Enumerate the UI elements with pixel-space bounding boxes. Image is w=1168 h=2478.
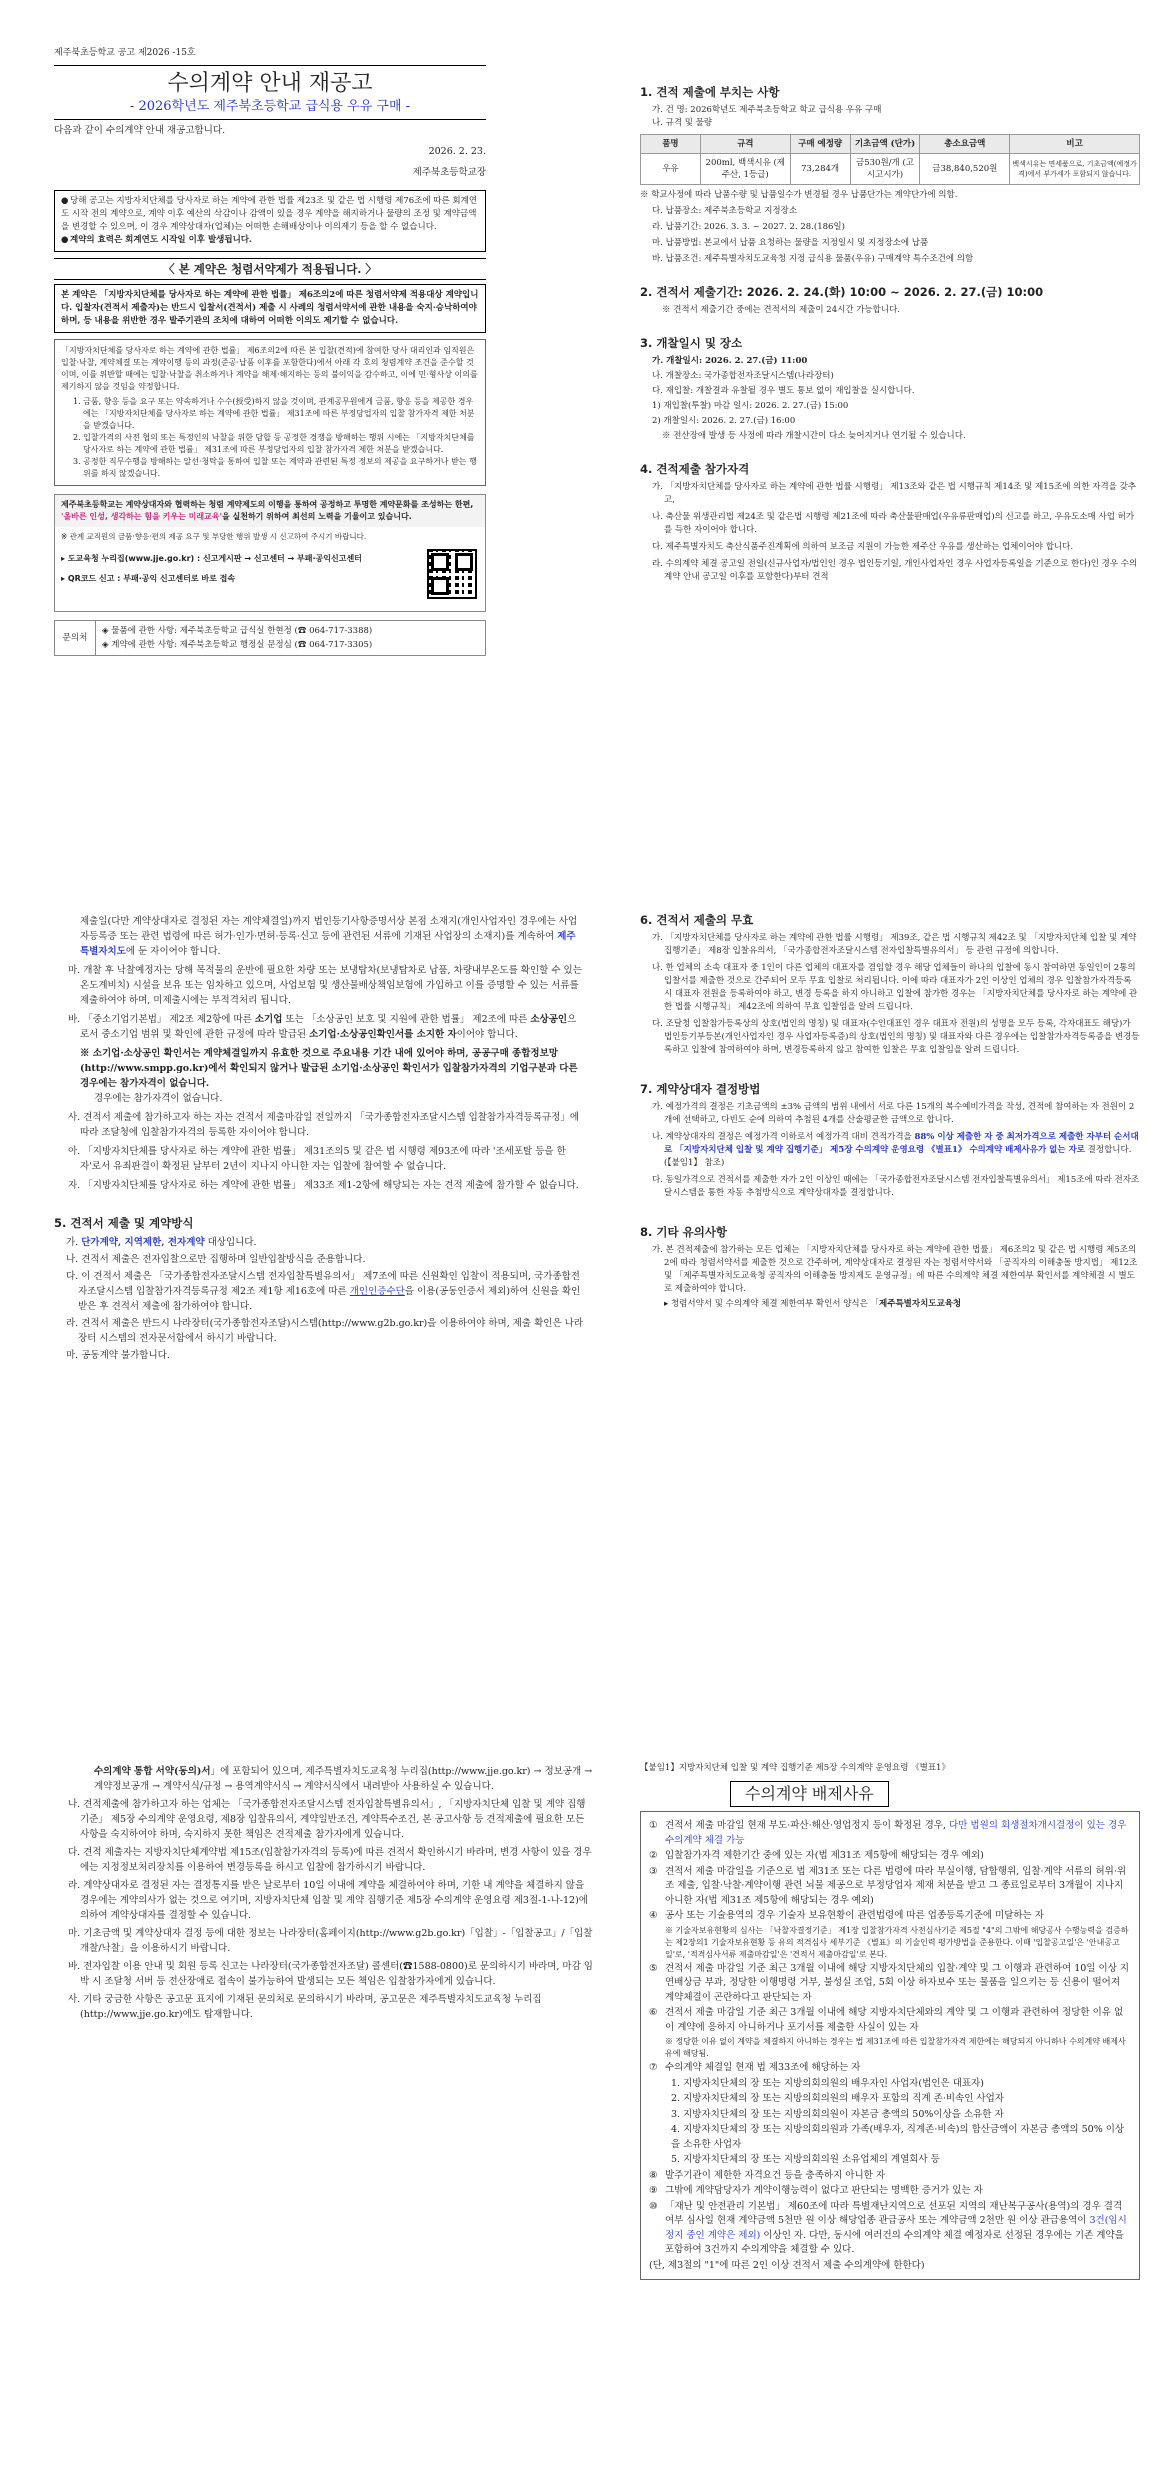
- exclusion-item: [649, 2123, 1131, 2152]
- s8-continued: 수의계약 통합 서약(동의)서」에 포함되어 있으며, 제주특별자치도교육청 누리집(http://www.jje.go.kr) → 정보공개 → 계약정보공개 → 계약서식/규정 → 용역계약서식 → 계약서식에서 내려받아 사용하실 수 있습니다.: [94, 1766, 593, 1792]
- s8-item-a: 가. 본 견적제출에 참가하는 모든 업체는 「지방자치단체를 당사자로 하는 계약에 관한 법률」 제6조의2 및 같은 법 시행령 제5조의2에 따라 청렴서약서를 제출한 것으로 간주하며, 계약상대자로 결정된 자는 청렴서약서와 「공직자의 이해충돌 방지법」 제12조 및 「제주특별자치도교육청 공직자의 이해충돌 방지제도 운영규정」에 따른 수의계약 체결 제한여부 확인서를 계약체결 시 별도로 제출하여야 합니다.: [652, 1245, 1138, 1294]
- exclusion-title: 수의계약 배제사유: [730, 1781, 889, 1807]
- page2-right: [640, 900, 1140, 1580]
- s4-note-smes: ※ 소기업·소상공인 확인서는 계약체결일까지 유효한 것으로 주요내용 기간 내에 있어야 하며, 공공구매 종합정보망(http://www.smpp.go.kr)에서 확인되지 않거나 발급된 소기업·소상공인 확인서가 입찰참가자격의 기업구분과 다른 경우에는 참가자격이 없습니다.: [80, 1048, 578, 1089]
- exclusion-item-text: [671, 2108, 1004, 2123]
- integrity-body: 「지방자치단체를 당사자로 하는 계약에 관한 법률」 제6조의2에 따른 본 입찰(견적)에 참여한 당사 대리인과 임직원은 입찰·낙찰, 계약체결 또는 계약이행 등의 과정(준공·납품 이후를 포함한다)에서 아래 각 호의 청렴계약 조건을 준수할 것이며, 이를 위반할 때에는 입찰·낙찰을 취소하거나 계약을 해제·해지하는 등의 불이익을 감수하고, 이에 민·형사상 이의를 제기하지 않을 것임을 약정합니다.: [61, 346, 478, 391]
- page3-left: [54, 1750, 594, 2210]
- integrity-bold-box: 본 계약은 「지방자치단체를 당사자로 하는 계약에 관한 법률」 제6조의2에 따른 청렴서약제 적용대상 계약입니다. 입찰자(견적서 제출자)는 반드시 입찰서(견적서) 제출 시 사례의 청렴서약서에 관한 내용을 숙지·승낙하여야 하며, 등 내용을 위반한 경우 발주기관의 조치에 대하여 어떠한 이의도 제기할 수 없습니다.: [54, 284, 486, 333]
- exclusion-item: [649, 2036, 1131, 2060]
- exclusion-item: [649, 2108, 1131, 2123]
- s1-item-e: 마. 납품방법: 본교에서 납품 요청하는 물량을 지정일시 및 지정장소에 납품: [652, 238, 929, 248]
- s4-item-ba: 바. 「중소기업기본법」 제2조 제2항에 따른 소기업 또는 「소상공인 보호 및 지원에 관한 법률」 제2조에 따른 소상공인으로서 중소기업 범위 및 확인에 관한 규정에 따라 발급된 소기업·소상공인확인서를 소지한 자이어야 합니다.: [68, 1014, 577, 1040]
- fiscal-notice-2: ● 계약의 효력은 회계연도 시작일 이후 발생됩니다.: [61, 235, 252, 245]
- section-3-heading: 3. 개찰일시 및 장소: [640, 336, 743, 350]
- section-5-heading: 5. 견적서 제출 및 계약방식: [54, 1216, 194, 1230]
- page1-left: [54, 46, 486, 816]
- exclusion-item: [649, 2153, 1131, 2168]
- s7-item-b: 나. 계약상대자의 결정은 예정가격 이하로서 예정가격 대비 견적가격을 88% 이상 제출한 자 중 최저가격으로 제출한 자부터 순서대로 「지방자치단체 입찰 및 계약 집행기준」 제5장 수의계약 운영요령 《별표1》 수의계약 배제사유가 없는 자로 결정합니다. (【붙임1】 참조): [652, 1132, 1139, 1168]
- exclusion-item-body: 그밖에 계약담당자가 계약이행능력이 없다고 판단되는 명백한 증거가 있는 자: [665, 2185, 983, 2196]
- s4-item-b: 나. 축산물 위생관리법 제24조 및 같은법 시행령 제21조에 따라 축산물판매업(우유류판매업)의 신고를 하고, 우유도소매 사업 허가를 득한 자이어야 합니다.: [652, 512, 1135, 535]
- section-7-heading: 7. 계약상대자 결정방법: [640, 1082, 761, 1096]
- s3-item-a: 가. 개찰일시: 2026. 2. 27.(금) 11:00: [652, 356, 808, 366]
- exclusion-item-text: [665, 1909, 1044, 1924]
- exclusion-item: [649, 2200, 1131, 2258]
- integrity-pledge-box: [54, 339, 486, 486]
- exclusion-item-highlight: 다만 법원의 회생절차개시결정이 있는 경우 수의계약 체결 가능: [665, 1820, 1127, 1846]
- s4-continued: 제출일(다만 계약상대자로 결정된 자는 계약체결일)까지 법인등기사항증명서상 본점 소재지(개인사업자인 경우에는 사업자등록증 또는 관련 법령에 따른 허가·인가·면허·등록·신고 등에 관련된 서류에 기재된 사업장의 소재지)를 계속하여 제주특별자치도에 둔 자이어야 합니다.: [80, 916, 578, 957]
- s1-item-b: 나. 규격 및 물량: [652, 118, 713, 128]
- exclusion-item-body: 견적서 제출 마감일 기준 최근 3개월 이내에 해당 지방자치단체의 입찰·계약 및 그 이행과 관련하여 10일 이상 지연배상금 부과, 정당한 이행명령 거부, 불성실 조업, 5회 이상 하자보수 또는 물품을 일으키는 등 신용이 떨어져 계약체결이 곤란하다고 판단되는 자: [665, 1962, 1130, 2003]
- exclusion-item-body: 수의계약 체결일 현재 법 제33조에 해당하는 자: [665, 2062, 861, 2073]
- exclusion-item-body: ※ 기술자보유현황의 심사는 「낙찰자결정기준」 제1장 입찰참가자격 사전심사기준 제5절 "4"의 그밖에 해당공사 수행능력을 검증하는 제2장의1 기술자보유현황 등 유의 적격심사 세부기준 《별표》의 기술인력 평가방법을 준용한다. 이때 '입찰공고일'은 '안내공고일'로, '적격심사서류 제출마감일'은 '견적서 제출마감일'로 본다.: [665, 1925, 1129, 1959]
- exclusion-item-body: ※ 정당한 이유 없이 계약을 체결하지 아니하는 경우는 법 제31조에 따른 입찰참가자격 제한에는 해당되지 아니하나 수의계약 배제사유에 해당됨.: [665, 2037, 1126, 2058]
- exclusion-item-text: [665, 2200, 1131, 2258]
- page-title: 수의계약 안내 재공고: [167, 71, 373, 96]
- exclusion-item: [649, 2259, 1131, 2274]
- exclusion-item-text: [665, 1849, 984, 1864]
- s8-item-da: 다. 견적 제출자는 지방자치단체계약법 제15조(입찰참가자격의 등록)에 따른 견적서 확인하시기 바라며, 변경 사항이 있을 경우에는 지정정보처리장치를 이용하여 변경등록을 하시고 입찰에 참가하시기 바랍니다.: [68, 1847, 592, 1873]
- exclusion-item-body: 입찰참가자격 제한기간 중에 있는 자(법 제31조 제5항에 해당되는 경우 예외): [665, 1850, 984, 1861]
- exclusion-item-number: ⑤: [649, 1962, 658, 1974]
- contact-contract: ◈ 계약에 관한 사항: 제주북초등학교 행정실 문정심 (☎ 064-717-3305): [102, 640, 373, 650]
- s1-item-f: 바. 납품조건: 제주특별자치도교육청 지정 급식용 물품(우유) 구매계약 특수조건에 의함: [652, 254, 974, 264]
- s5-item-b: 나. 견적서 제출은 전자입찰으로만 집행하며 일반입찰방식을 준용합니다.: [66, 1254, 366, 1265]
- exclusion-item-tail: 이상인 자. 다만, 동시에 여러건의 수의계약 체결 예정자로 선정된 경우에는 기존 계약을 포함하여 3건까지 수의계약을 체결할 수 있다.: [665, 2229, 1124, 2255]
- notice-date: 2026. 2. 23.: [428, 146, 486, 157]
- section-2-heading: 2. 견적서 제출기간: 2026. 2. 24.(화) 10:00 ~ 2026. 2. 27.(금) 10:00: [640, 285, 1044, 299]
- exclusion-item-body: 공사 또는 기술용역의 경우 기술자 보유현황이 관련법령에 따른 업종등록기준에 미달하는 자: [665, 1910, 1044, 1921]
- exclusion-item-body: 5. 지방자치단체의 장 또는 지방의회의원 소유업체의 계열회사 등: [671, 2154, 940, 2165]
- s6-item-c: 다. 조달청 입찰참가등록상의 상호(법인의 명칭) 및 대표자(수인대표인 경우 대표자 전원)의 성명을 모두 등록, 각자대표도 해당)가 법인등기부등본(개인사업자인 경우 사업자등록증)의 상호(법인의 명칭) 및 대표자와 다른 경우에는 입찰참가자격등록증을 변경등록하고 입찰에 참여하여야 하며, 변경등록하지 않고 참여한 입찰은 무효 입찰임을 알려 드립니다.: [652, 1019, 1140, 1055]
- exclusion-item: [649, 1925, 1131, 1961]
- integrity-item-2: 2. 입찰가격의 사전 협의 또는 특정인의 낙찰을 위한 담합 등 공정한 경쟁을 방해하는 행위 시에는 「지방자치단체를 당사자로 하는 계약에 관한 법률」 제31조에 따른 부정당업자의 입찰 참가자격 제한 처분을 받겠습니다.: [73, 433, 475, 454]
- exclusion-item-text: [665, 2169, 885, 2184]
- exclusion-item-text: [665, 1925, 1131, 1961]
- exclusion-item: [649, 2006, 1131, 2035]
- integrity-item-1: 1. 금품, 향응 등을 요구 또는 약속하거나 수수(授受)하지 않을 것이며, 관계공무원에게 금품, 향응 등을 제공한 경우에는 「지방자치단체를 당사자로 하는 계약에 관한 법률」 제31조에 따른 부정당업자의 입찰 참가자격 제한 처분을 받겠습니다.: [73, 397, 475, 430]
- fiscal-notice-box: [54, 190, 486, 252]
- report-qr: ▸ QR코드 신고 : 부패·공익 신고센터로 바로 접속: [61, 574, 236, 583]
- report-website[interactable]: ▸ 도교육청 누리집(www.jje.go.kr) : 신고게시판 → 신고센터 → 부패·공익신고센터: [61, 554, 362, 563]
- page1-right: [640, 76, 1140, 816]
- triangle-bullet-icon: ▸: [61, 574, 68, 583]
- exclusion-item-text: [671, 2153, 940, 2168]
- exclusion-item: [649, 2169, 1131, 2184]
- exclusion-item-number: ⑥: [649, 2007, 658, 2018]
- s2-note: ※ 견적서 제출기간 중에는 견적서의 제출이 24시간 가능합니다.: [662, 305, 900, 315]
- s7-item-c: 다. 동일가격으로 견적서를 제출한 자가 2인 이상인 때에는 「국가종합전자조달시스템 전자입찰특별유의서」 제15조에 따라 전자조달시스템을 통한 자동 추첨방식으로 계약상대자를 결정합니다.: [652, 1175, 1140, 1198]
- exclusion-item-number: ⑦: [649, 2062, 658, 2073]
- s5-item-c: 다. 이 견적서 제출은 「국가종합전자조달시스템 전자입찰특별유의서」 제7조에 따른 신원확인 입찰이 적용되며, 국가종합전자조달시스템 입찰참가자격등록규정 제2조 제1항 제16호에 따른 개인인증수단을 이용(공동인증서 제외)하여 신원을 확인받은 후 견적서 제출에 참가하여야 합니다.: [66, 1271, 581, 1312]
- exclusion-item-text: [665, 1962, 1131, 2006]
- exclusion-item-body: 견적서 제출 마감일을 기준으로 법 제31조 또는 다른 법령에 따라 부실이행, 담합행위, 입찰·계약 서류의 허위·위조 제출, 입찰·낙찰·계약이행 관련 뇌물 제공으로 부정당업자 제재 처분을 받고 그 종료일로부터 3개월이 지나지 아니한 자(법 제31조 제5항에 해당되는 경우 예외): [665, 1865, 1127, 1906]
- issuer: 제주북초등학교장: [412, 167, 486, 178]
- s3-item-c: 다. 재입찰: 개찰결과 유찰될 경우 별도 통보 없이 재입찰을 실시합니다.: [652, 386, 915, 396]
- s5-item-a: 가. 단가계약, 지역제한, 전자계약 대상입니다.: [66, 1237, 257, 1248]
- exclusion-item-text: [671, 2092, 1004, 2107]
- exclusion-item-body: 4. 지방자치단체의 장 또는 지방의회의원과 가족(배우자, 직계존·비속)의 합산금액이 자본금 총액의 50% 이상을 소유한 사업자: [671, 2124, 1125, 2150]
- s8-note: ▸ 청렴서약서 및 수의계약 체결 제한여부 확인서 양식은 「제주특별자치도교육청: [664, 1299, 962, 1309]
- s4-item-c: 다. 제주특별자치도 축산식품주진계획에 의하여 보조금 지원이 가능한 제주산 우유를 생산하는 업체이어야 합니다.: [652, 542, 1074, 552]
- intro-text: 다음과 같이 수의계약 안내 재공고합니다.: [54, 125, 226, 136]
- spec-table-row: 우유 200ml, 백색시유 (제주산, 1등급) 73,284개 금530원/개 (고시고시가) 금38,840,520원 백색시유는 면세품으로, 기초금액(예정가격)에서 부가세가 포함되지 않습니다.: [641, 154, 1140, 185]
- section-4-heading: 4. 견적제출 참가자격: [640, 462, 750, 476]
- exclusion-item-body: 3. 지방자치단체의 장 또는 지방의회의원이 자본금 총액의 50%이상을 소유한 자: [671, 2108, 1004, 2120]
- exclusion-item-body: 발주기관이 제한한 자격요건 등을 충족하지 아니한 자: [665, 2169, 886, 2181]
- exclusion-item-number: ②: [649, 1850, 658, 1861]
- s3-item-c1: 1) 재입찰(투찰) 마감 일시: 2026. 2. 27.(금) 15:00: [652, 401, 849, 411]
- page-subtitle: - 2026학년도 제주북초등학교 급식용 우유 구매 -: [129, 99, 411, 114]
- s4-item-ah: 아. 「지방자치단체를 당사자로 하는 계약에 관한 법률」 제31조의5 및 같은 법 시행령 제93조에 따라 '조세포탈 등을 한 자'로서 유죄판결이 확정된 날부터 2년이 지나지 아니한 자는 입찰에 참여할 수 없습니다.: [68, 1146, 566, 1172]
- contact-box: [54, 620, 486, 656]
- s4-item-ja: 자. 「지방자치단체를 당사자로 하는 계약에 관한 법률」 제33조 제1-2항에 해당되는 자는 견적 제출에 참가할 수 없습니다.: [68, 1180, 579, 1191]
- exclusion-item-text: [665, 2036, 1131, 2060]
- diamond-bullet-icon: ◈: [102, 626, 112, 636]
- s4-item-a: 가. 「지방자치단체를 당사자로 하는 계약에 관한 법률 시행령」 제13조와 같은 법 시행규칙 제14조 및 제15조에 의한 자격을 갖추고,: [652, 482, 1137, 505]
- promo-box: [54, 494, 486, 612]
- s1-item-c: 다. 납품장소: 제주북초등학교 지정장소: [652, 206, 798, 216]
- exclusion-item-text: [649, 2259, 925, 2274]
- exclusion-item: [649, 1909, 1131, 1924]
- exclusion-item-number: ⑨: [649, 2185, 658, 2196]
- section-1-heading: 1. 견적 제출에 부치는 사항: [640, 85, 780, 99]
- exclusion-item-body: 견적서 제출 마감일 기준 최근 3개월 이내에 해당 지방자치단체와의 계약 및 그 이행과 관련하여 정당한 이유 없이 계약에 응하지 아니하거나 포기서를 제출한 사실이 있는 자: [665, 2007, 1124, 2033]
- exclusion-item: [649, 2184, 1131, 2199]
- exclusion-item: [649, 1819, 1131, 1848]
- section-8-heading: 8. 기타 유의사항: [640, 1225, 728, 1239]
- s1-item-a: 가. 건 명: 2026학년도 제주북초등학교 학교 급식용 우유 구매: [652, 105, 882, 115]
- triangle-bullet-icon: ▸: [61, 554, 68, 563]
- s3-note: ※ 전산장애 발생 등 사정에 따라 개찰시간이 다소 늦어지거나 연기될 수 있습니다.: [662, 431, 966, 441]
- exclusion-item: [649, 1849, 1131, 1864]
- s1-note: ※ 학교사정에 따라 납품수량 및 납품일수가 변경될 경우 납품단가는 계약단가에 의함.: [640, 190, 958, 200]
- exclusion-list: [640, 1811, 1140, 2280]
- exclusion-item-text: [671, 2123, 1131, 2152]
- section-6-heading: 6. 견적서 제출의 무효: [640, 913, 754, 927]
- exclusion-item: [649, 2092, 1131, 2107]
- s3-item-c2: 2) 개찰일시: 2026. 2. 27.(금) 16:00: [652, 416, 796, 426]
- s1-item-d: 라. 납품기간: 2026. 3. 3. ~ 2027. 2. 28.(186일): [652, 222, 845, 232]
- exclusion-item-body: (단, 제3절의 "1"에 따른 2인 이상 견적서 제출 수의계약에 한한다): [649, 2259, 925, 2271]
- exclusion-item-number: ⑧: [649, 2169, 658, 2181]
- exclusion-item-text: [671, 2077, 984, 2092]
- s8-item-ma: 마. 기초금액 및 계약상대자 결정 등에 대한 정보는 나라장터(홈페이지(http://www.g2b.go.kr)「입찰」-「입찰공고」/「입찰개찰/낙찰」을 이용하시기 바랍니다.: [68, 1928, 593, 1954]
- exclusion-item-number: ③: [649, 1865, 658, 1877]
- page2-left: [54, 900, 584, 1580]
- exclusion-item-body: 2. 지방자치단체의 장 또는 지방의회의원의 배우자 포함의 직계 존·비속인 사업자: [671, 2093, 1004, 2104]
- exclusion-item: [649, 2061, 1131, 2076]
- s8-item-ba: 바. 전자입찰 이용 안내 및 회원 등록 신고는 나라장터(국가종합전자조달) 콜센터(☎1588-0800)로 문의하시기 바라며, 마감 임박 시 조달청 서버 등 전산장애로 접속이 불가능하여 발생되는 모든 책임은 입찰참가자에게 있습니다.: [68, 1961, 593, 1987]
- s8-item-na: 나. 견적제출에 참가하고자 하는 업체는 「국가종합전자조달시스템 전자입찰특별유의서」, 「지방자치단체 입찰 및 계약 집행기준」 제5장 수의계약 운영요령, 제8장 입찰유의서, 계약일반조건, 계약특수조건, 본 공고사항 등 견적제출에 필요한 모든 사항을 숙지하여야 하며, 숙지하지 못한 책임은 견적제출 참가자에게 있습니다.: [68, 1799, 586, 1840]
- contact-label: 문의처: [55, 621, 96, 655]
- attachment-label: 【붙임1】지방자치단체 입찰 및 계약 집행기준 제5장 수의계약 운영요령 《별표1》: [640, 1763, 950, 1773]
- spec-table: [640, 134, 1140, 185]
- exclusion-item-text: [665, 2061, 860, 2076]
- exclusion-item: [649, 1962, 1131, 2006]
- exclusion-item-text: [665, 2184, 983, 2199]
- exclusion-item-body: 「재난 및 안전관리 기본법」 제60조에 따라 특별재난지역으로 선포된 지역의 재난복구공사(용역)의 경우 결격여부 심사일 현재 계약금액 5천만 원 이상 해당업종 관급공사 또는 계약금액 2천만 원 이상 관급용역이: [665, 2200, 1123, 2226]
- exclusion-item-highlight: 3건(임시 정지 중인 계약은 제외): [665, 2215, 1127, 2241]
- exclusion-item-text: [665, 2006, 1131, 2035]
- page3-right: [640, 1750, 1140, 2450]
- diamond-bullet-icon: ◈: [102, 640, 112, 650]
- integrity-title: 〈 본 계약은 청렴서약제가 적용됩니다. 〉: [54, 258, 486, 280]
- s4-item-d: 라. 수의계약 체결 공고일 전일(신규사업자/법인인 경우 법인등기일, 개인사업자인 경우 사업자등록일을 기준으로 한다)인 경우 수의계약 안내 공고일 이후를 포함한다)부터 견적: [652, 559, 1138, 582]
- s6-item-b: 나. 한 업체의 소속 대표자 중 1인이 다른 업체의 대표자를 겸임할 경우 해당 업체들이 하나의 입찰에 동시 참여하면 동일인이 2통의 입찰서를 제출한 것으로 간주되어 모두 무효 입찰로 처리됩니다. 이에 따라 대표자가 2인 이상인 업체의 경우 입찰참가자격등록 시 대표자 전원을 등록하여야 하고, 변경 등록을 하지 아니하고 입찰에 참가한 경우는 「지방자치단체를 당사자로 하는 계약에 관한 법률 시행규칙」 제42조에 의하여 무효 입찰임을 알려 드립니다.: [652, 963, 1138, 1012]
- exclusion-item-number: ⑩: [649, 2200, 658, 2212]
- notice-number: 제주북초등학교 공고 제2026 -15호: [54, 48, 196, 58]
- promo-report-note: ※ 관계 교직원의 금품·향응·편의 제공 요구 및 부당한 행위 발생 시 신고하여 주시기 바랍니다.: [61, 532, 367, 541]
- title-block: [54, 65, 486, 120]
- exclusion-item-text: [665, 1865, 1131, 1909]
- exclusion-item-number: ①: [649, 1820, 658, 1831]
- s5-item-e: 마. 공동계약 불가합니다.: [66, 1350, 170, 1361]
- exclusion-item-body: 1. 지방자치단체의 장 또는 지방의회의원의 배우자인 사업자(법인은 대표자): [671, 2077, 984, 2089]
- spec-table-header: 품명 규격 구매 예정량 기초금액 (단가) 총소요금액 비고: [641, 135, 1140, 154]
- s7-item-a: 가. 예정가격의 결정은 기초금액의 ±3% 금액의 범위 내에서 서로 다른 15개의 복수예비가격을 작성, 견적에 참여하는 자 전원이 2개에 선택하고, 다빈도 순에 의하여 추첨된 4개를 산술평균한 금액으로 합니다.: [652, 1102, 1135, 1125]
- s4-item-sa: 사. 견적서 제출에 참가하고자 하는 자는 견적서 제출마감일 전일까지 「국가종합전자조달시스템 입찰참가자격등록규정」에 따라 조달청에 입찰참가자격의 등록한 자이어야 합니다.: [68, 1112, 580, 1138]
- s8-item-sa: 사. 기타 궁금한 사항은 공고문 표지에 기재된 문의처로 문의하시기 바라며, 공고문은 제주특별자치도교육청 누리집(http://www.jje.go.kr)에도 탑재합니다.: [68, 1994, 542, 2020]
- s4-note-tail: 경우에는 참가자격이 없습니다.: [94, 1093, 223, 1104]
- exclusion-item-body: 견적서 제출 마감일 현재 부도·파산·해산·영업정지 등이 확정된 경우,: [665, 1820, 950, 1831]
- exclusion-item-text: [665, 1819, 1131, 1848]
- promo-text: 제주북초등학교는 계약상대자와 협력하는 청렴 계약제도의 이행을 통하여 공정하고 투명한 계약문화를 조성하는 한편, '올바른 인성, 생각하는 힘을 키우는 미래교육'을 실천하기 위하여 최선의 노력을 기울이고 있습니다.: [55, 495, 485, 527]
- s5-item-d: 라. 견적서 제출은 반드시 나라장터(국가종합전자조달)시스템(http://www.g2b.go.kr)을 이용하여야 하며, 제출 확인은 나라장터 시스템의 전자문서함에서 하시기 바랍니다.: [66, 1318, 584, 1344]
- promo-report-area: [55, 527, 485, 611]
- contact-goods: ◈ 물품에 관한 사항: 제주북초등학교 급식실 한현정 (☎ 064-717-3388): [102, 626, 373, 636]
- s8-item-ra: 라. 계약상대자로 결정된 자는 결정통지를 받은 날로부터 10일 이내에 계약을 체결하여야 하며, 기한 내 계약을 체결하지 않을 경우에는 계약의사가 없는 것으로 여기며, 지방자치단체 입찰 및 계약 집행기준 제5장 수의계약 운영요령 제3절-1-나-12)에 의하여 계약상대자를 결정할 수 있습니다.: [68, 1880, 588, 1921]
- integrity-item-3: 3. 공정한 직무수행을 방해하는 알선·청탁을 통하여 입찰 또는 계약과 관련된 특정 정보의 제공을 요구하거나 받는 행위를 하지 않겠습니다.: [73, 457, 477, 478]
- exclusion-item: [649, 2077, 1131, 2092]
- exclusion-item-number: ④: [649, 1910, 658, 1921]
- exclusion-item: [649, 1865, 1131, 1909]
- s4-item-ma: 마. 개찰 후 낙찰예정자는 당해 목적물의 운반에 필요한 차량 또는 보냉탑차(보냉탑차로 납품, 차량내부온도를 확인할 수 있는 온도계비치) 시설을 보유 또는 임차하고 있으며, 사업보험 및 생산물배상책임보험에 가입하고 이를 증명할 수 있는 서류를 제출하여야 하며, 미제출시에는 부적격처리 됩니다.: [68, 965, 582, 1006]
- s3-item-b: 나. 개찰장소: 국가종합전자조달시스템(나라장터): [652, 371, 834, 381]
- fiscal-notice-1: ● 당해 공고는 지방자치단체를 당사자로 하는 계약에 관한 법률 제23조 및 같은 법 시행령 제76조에 따른 회계연도 시작 전의 계약으로, 계약 이후 예산의 삭감이나 감액이 있을 경우 계약을 해지하거나 물량의 조정 및 계약금액을 변경할 수 있으며, 이 경우 계약상대자(업체)는 어떠한 손해배상이나 이의제기 등을 할 수 없습니다.: [61, 196, 478, 232]
- qr-code-icon[interactable]: [427, 549, 477, 599]
- s6-item-a: 가. 「지방자치단체를 당사자로 하는 계약에 관한 법률 시행령」 제39조, 같은 법 시행규칙 제42조 및 「지방자치단체 입찰 및 계약 집행기준」 제8장 입찰유의서, 「국가종합전자조달시스템 전자입찰특별유의서」 등 관련 규정에 의합니다.: [652, 933, 1137, 956]
